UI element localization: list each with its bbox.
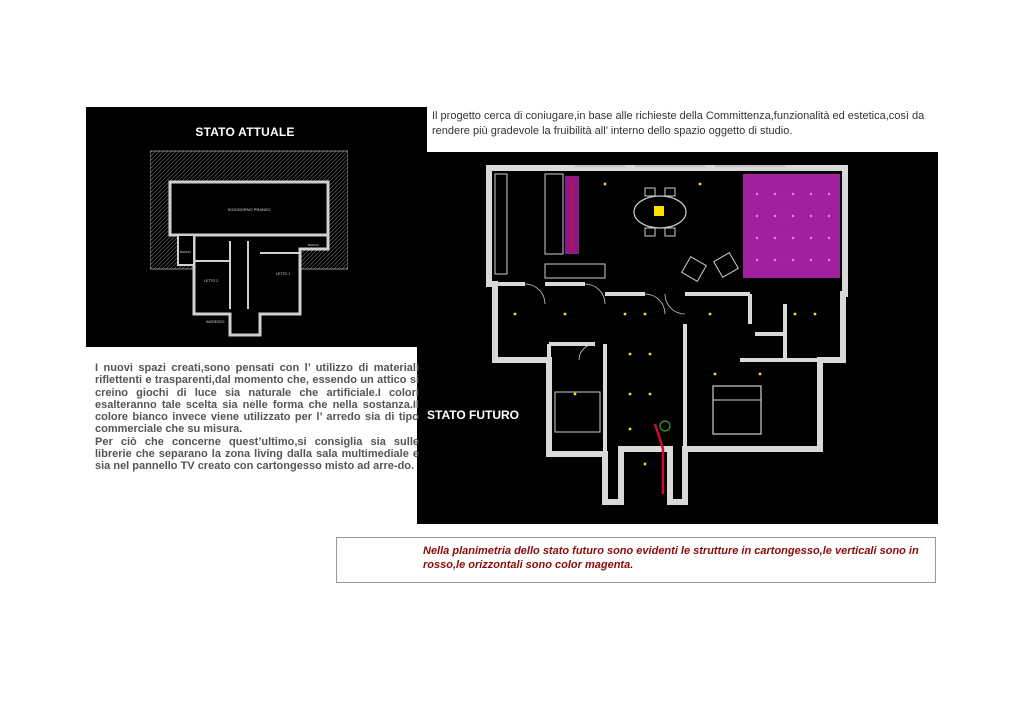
caption-box	[336, 537, 936, 583]
description-paragraph-2: Per ciò che concerne quest’ultimo,si consiglia sia sulle librerie che separano la zona living dalla sala multimediale e sia nel pannello TV creato con cartongesso misto ad arre-do.	[95, 435, 419, 473]
stato-attuale-title: STATO ATTUALE	[195, 125, 295, 139]
room-label: BAGNO	[180, 250, 191, 254]
stato-attuale-panel	[86, 107, 427, 347]
room-label: SOGGIORNO PRANZO	[227, 207, 271, 212]
room-label: LETTO 2	[204, 279, 219, 283]
description-text	[95, 362, 419, 473]
room-label: BAGNO	[308, 243, 319, 247]
intro-text: Il progetto cerca di coniugare,in base alle richieste della Committenza,funzionalità ed estetica,così da rendere più gradevole la fruibilità all’ interno dello spazio oggetto di studio.	[432, 110, 925, 137]
dining-centerpiece	[654, 206, 664, 216]
caption-text: Nella planimetria dello stato futuro sono evidenti le strutture in cartongesso,le verticali sono in rosso,le orizzontali sono color magenta.	[423, 545, 919, 571]
description-paragraph-1: I nuovi spazi creati,sono pensati con l’ utilizzo di materiali riflettenti e trasparenti,dal momento che, essendo un attico si creino giochi di luce sia naturale che artificiale.I colori esalteranno tale scelta sia nelle forma che nella sostanza.Il colore bianco invece viene utilizzato per l’ arredo sia di tipo commerciale che su misura.	[95, 362, 419, 436]
stato-futuro-floorplan	[485, 164, 925, 520]
room-label: INGRESSO	[206, 320, 225, 324]
horizontal-structure-magenta	[743, 174, 840, 278]
stato-attuale-floorplan	[150, 149, 348, 339]
stato-futuro-panel	[417, 152, 938, 524]
stato-futuro-title: STATO FUTURO	[427, 408, 519, 422]
room-label: LETTO 1	[276, 272, 291, 276]
